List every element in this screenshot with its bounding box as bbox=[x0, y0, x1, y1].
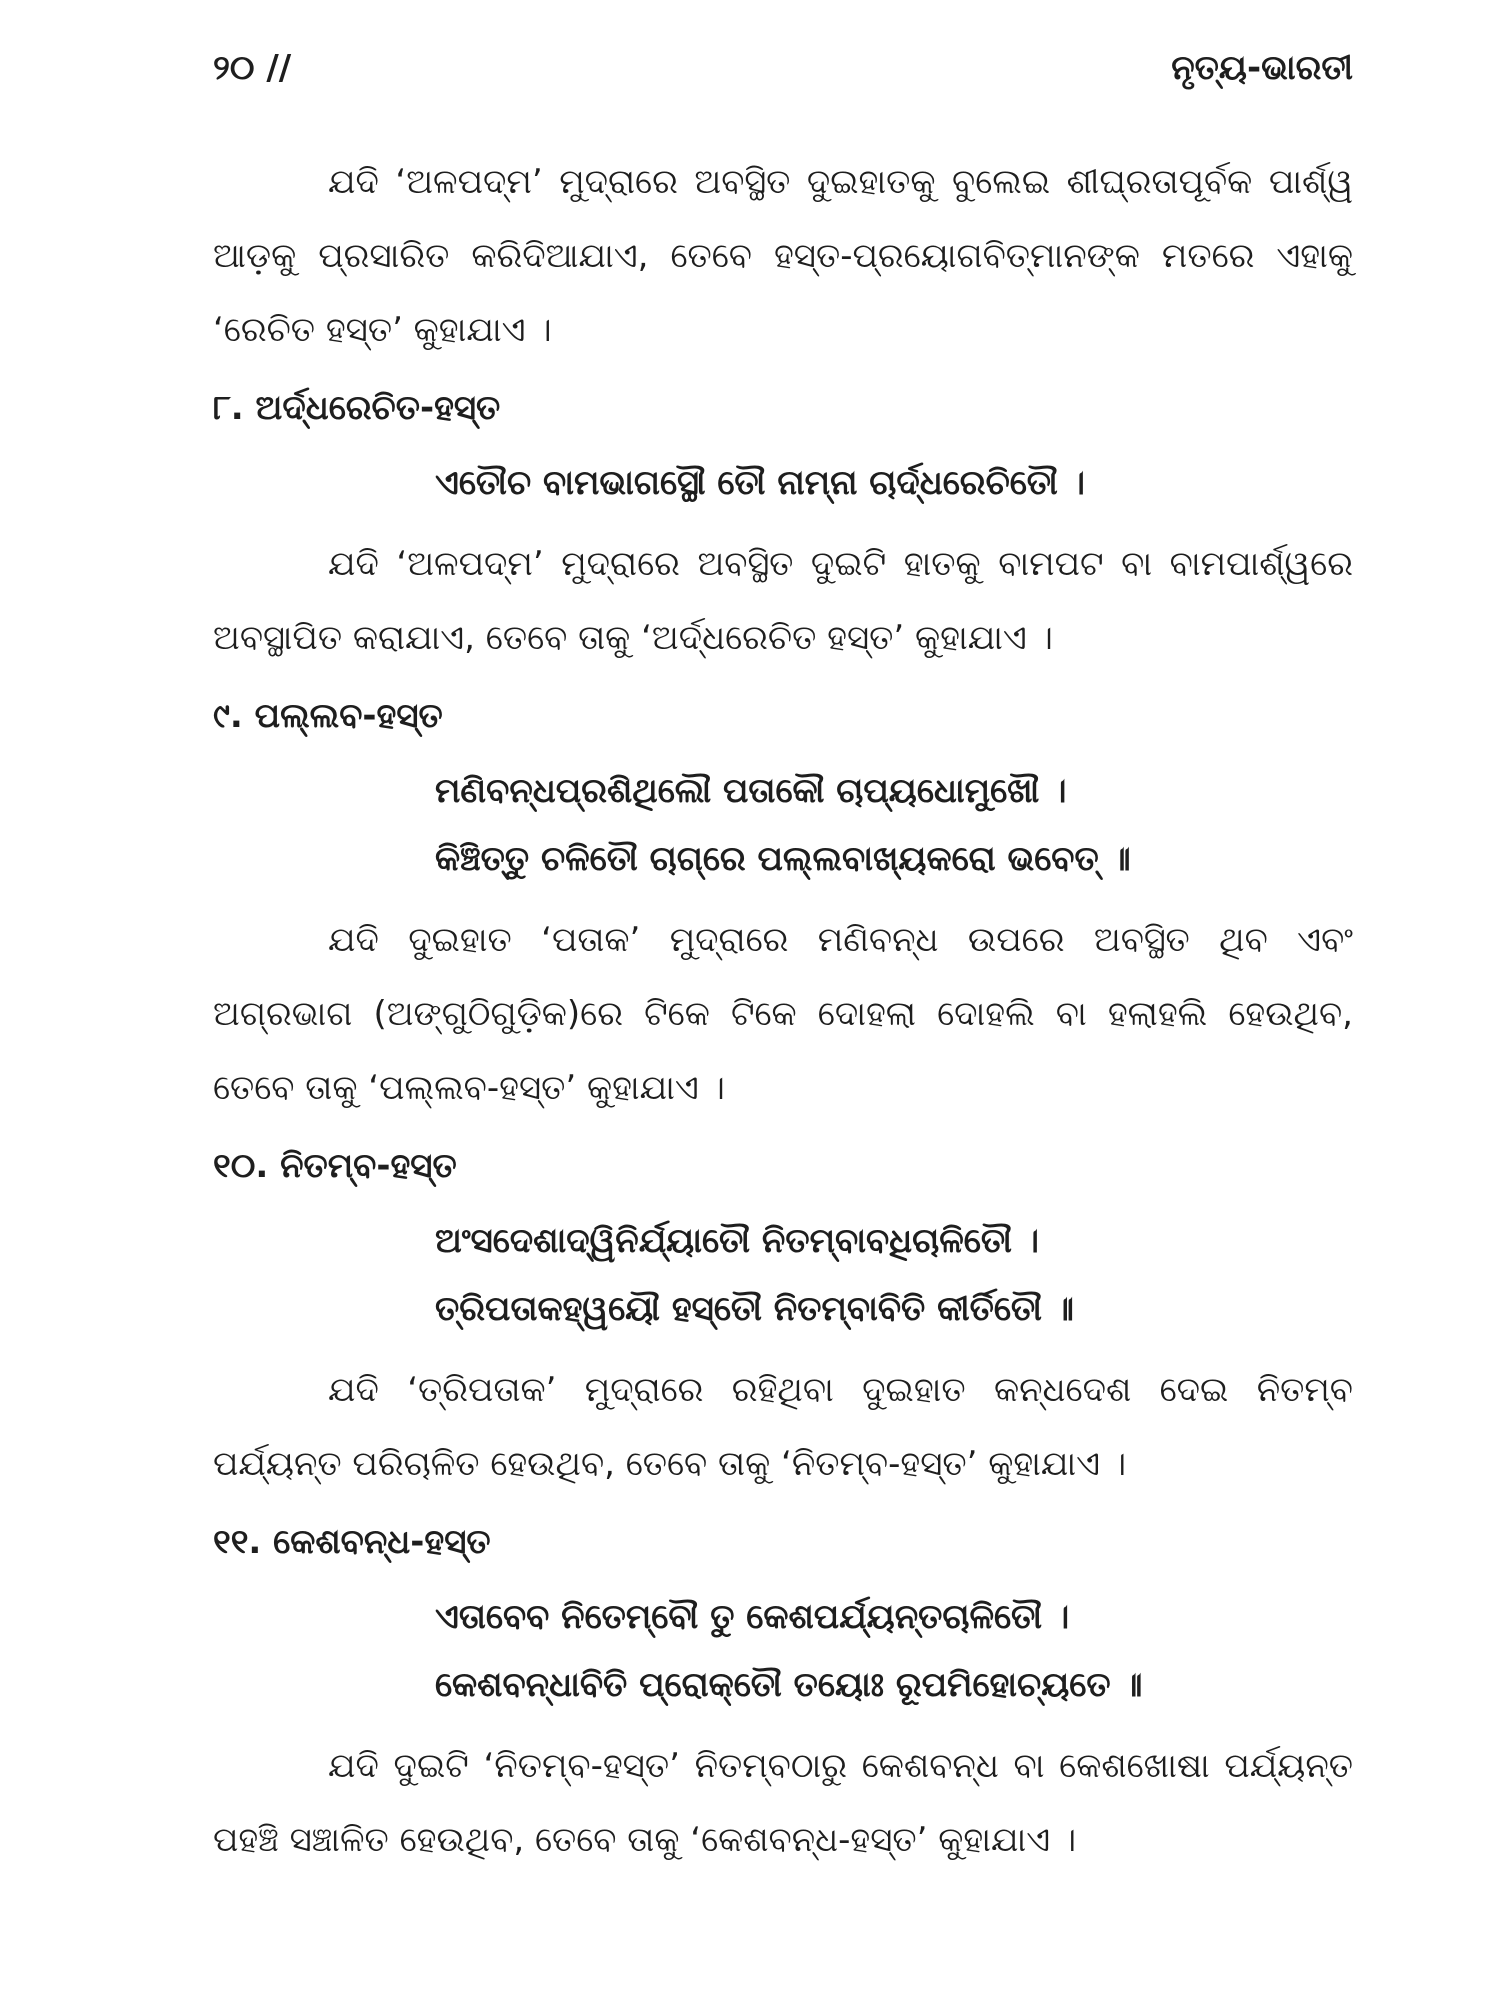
paragraph: ଯଦି ‘ଅଳପଦ୍ମ’ ମୁଦ୍ରାରେ ଅବସ୍ଥିତ ଦୁଇଟି ହାତକୁ ବାମପଟ ବା ବାମପାର୍ଶ୍ୱରେ ଅବସ୍ଥାପିତ କରାଯାଏ, ତେବେ ତାକୁ ‘ଅର୍ଦ୍ଧରେଚିତ ହସ୍ତ’ କୁହାଯାଏ । bbox=[213, 544, 1353, 658]
running-title: ନୃତ୍ୟ-ଭାରତୀ bbox=[1171, 48, 1353, 88]
page-number: ୨୦ // bbox=[213, 48, 292, 88]
section-heading: ୧୧. କେଶବନ୍ଧ-ହସ୍ତ bbox=[213, 1522, 491, 1562]
page-header bbox=[213, 48, 1353, 108]
verse-line: କେଶବନ୍ଧାବିତି ପ୍ରୋକ୍ତୌ ତୟୋଃ ରୂପମିହୋଚ୍ୟତେ ॥ bbox=[435, 1665, 1143, 1705]
sanskrit-verse bbox=[213, 757, 1353, 893]
verse-line: ତ୍ରିପତାକହ୍ୱୟୌ ହସ୍ତୌ ନିତମ୍ବାବିତି କୀର୍ତିତୌ ॥ bbox=[435, 1289, 1074, 1329]
page-body bbox=[213, 135, 1353, 1883]
paragraph: ଯଦି ଦୁଇହାତ ‘ପତାକ’ ମୁଦ୍ରାରେ ମଣିବନ୍ଧ ଉପରେ ଅବସ୍ଥିତ ଥିବ ଏବଂ ଅଗ୍ରଭାଗ (ଅଙ୍ଗୁଠିଗୁଡ଼ିକ)ରେ ଟିକେ ଟିକେ ଦୋହଲା ଦୋହଲି ବା ହଲାହଲି ହେଉଥିବ, ତେବେ ତାକୁ ‘ପଲ୍ଲବ-ହସ୍ତ’ କୁହାଯାଏ । bbox=[213, 920, 1353, 1108]
sanskrit-verse bbox=[213, 1583, 1353, 1719]
sanskrit-verse bbox=[213, 449, 1353, 517]
paragraph: ଯଦି ‘ଅଳପଦ୍ମ’ ମୁଦ୍ରାରେ ଅବସ୍ଥିତ ଦୁଇହାତକୁ ବୁଲେଇ ଶୀଘ୍ରତାପୂର୍ବକ ପାର୍ଶ୍ୱ ଆଡ଼କୁ ପ୍ରସାରିତ କରିଦିଆଯାଏ, ତେବେ ହସ୍ତ-ପ୍ରୟୋଗବିତ୍‌ମାନଙ୍କ ମତରେ ଏହାକୁ ‘ରେଚିତ ହସ୍ତ’ କୁହାଯାଏ । bbox=[213, 162, 1353, 350]
verse-line: କିଞ୍ଚିତ୍ତୁ ଚଳିତୌ ଚାଗ୍ରେ ପଲ୍ଲବାଖ୍ୟକରୋ ଭବେତ୍ ॥ bbox=[435, 839, 1131, 879]
paragraph: ଯଦି ‘ତ୍ରିପତାକ’ ମୁଦ୍ରାରେ ରହିଥିବା ଦୁଇହାତ କନ୍ଧଦେଶ ଦେଇ ନିତମ୍ବ ପର୍ଯ୍ୟନ୍ତ ପରିଚାଳିତ ହେଉଥିବ, ତେବେ ତାକୁ ‘ନିତମ୍ବ-ହସ୍ତ’ କୁହାଯାଏ । bbox=[213, 1370, 1353, 1484]
verse-line: ମଣିବନ୍ଧପ୍ରଶିଥିଲୌ ପତାକୌ ଚାପ୍ୟଧୋମୁଖୌ । bbox=[435, 771, 1067, 811]
section-heading: ୯. ପଲ୍ଲବ-ହସ୍ତ bbox=[213, 696, 443, 736]
sanskrit-verse bbox=[213, 1207, 1353, 1343]
verse-line: ଏତୌଚ ବାମଭାଗସ୍ଥୌ ତୌ ନାମ୍ନା ଚାର୍ଦ୍ଧରେଚିତୌ । bbox=[435, 463, 1086, 503]
section-heading: ୧୦. ନିତମ୍ବ-ହସ୍ତ bbox=[213, 1146, 457, 1186]
verse-line: ଅଂସଦେଶାଦ୍ୱିନିର୍ଯ୍ୟାତୌ ନିତମ୍ବାବଧିଚାଳିତୌ । bbox=[435, 1221, 1040, 1261]
verse-line: ଏତାବେବ ନିତେମ୍ବୌ ତୁ କେଶପର୍ଯ୍ୟନ୍ତଚାଳିତୌ । bbox=[435, 1597, 1070, 1637]
paragraph: ଯଦି ଦୁଇଟି ‘ନିତମ୍ବ-ହସ୍ତ’ ନିତମ୍ବଠାରୁ କେଶବନ୍ଧ ବା କେଶଖୋଷା ପର୍ଯ୍ୟନ୍ତ ପହଞ୍ଚି ସଞ୍ଚାଳିତ ହେଉଥିବ, ତେବେ ତାକୁ ‘କେଶବନ୍ଧ-ହସ୍ତ’ କୁହାଯାଏ । bbox=[213, 1746, 1353, 1860]
section-heading: ୮. ଅର୍ଦ୍ଧରେଚିତ-ହସ୍ତ bbox=[213, 388, 501, 428]
